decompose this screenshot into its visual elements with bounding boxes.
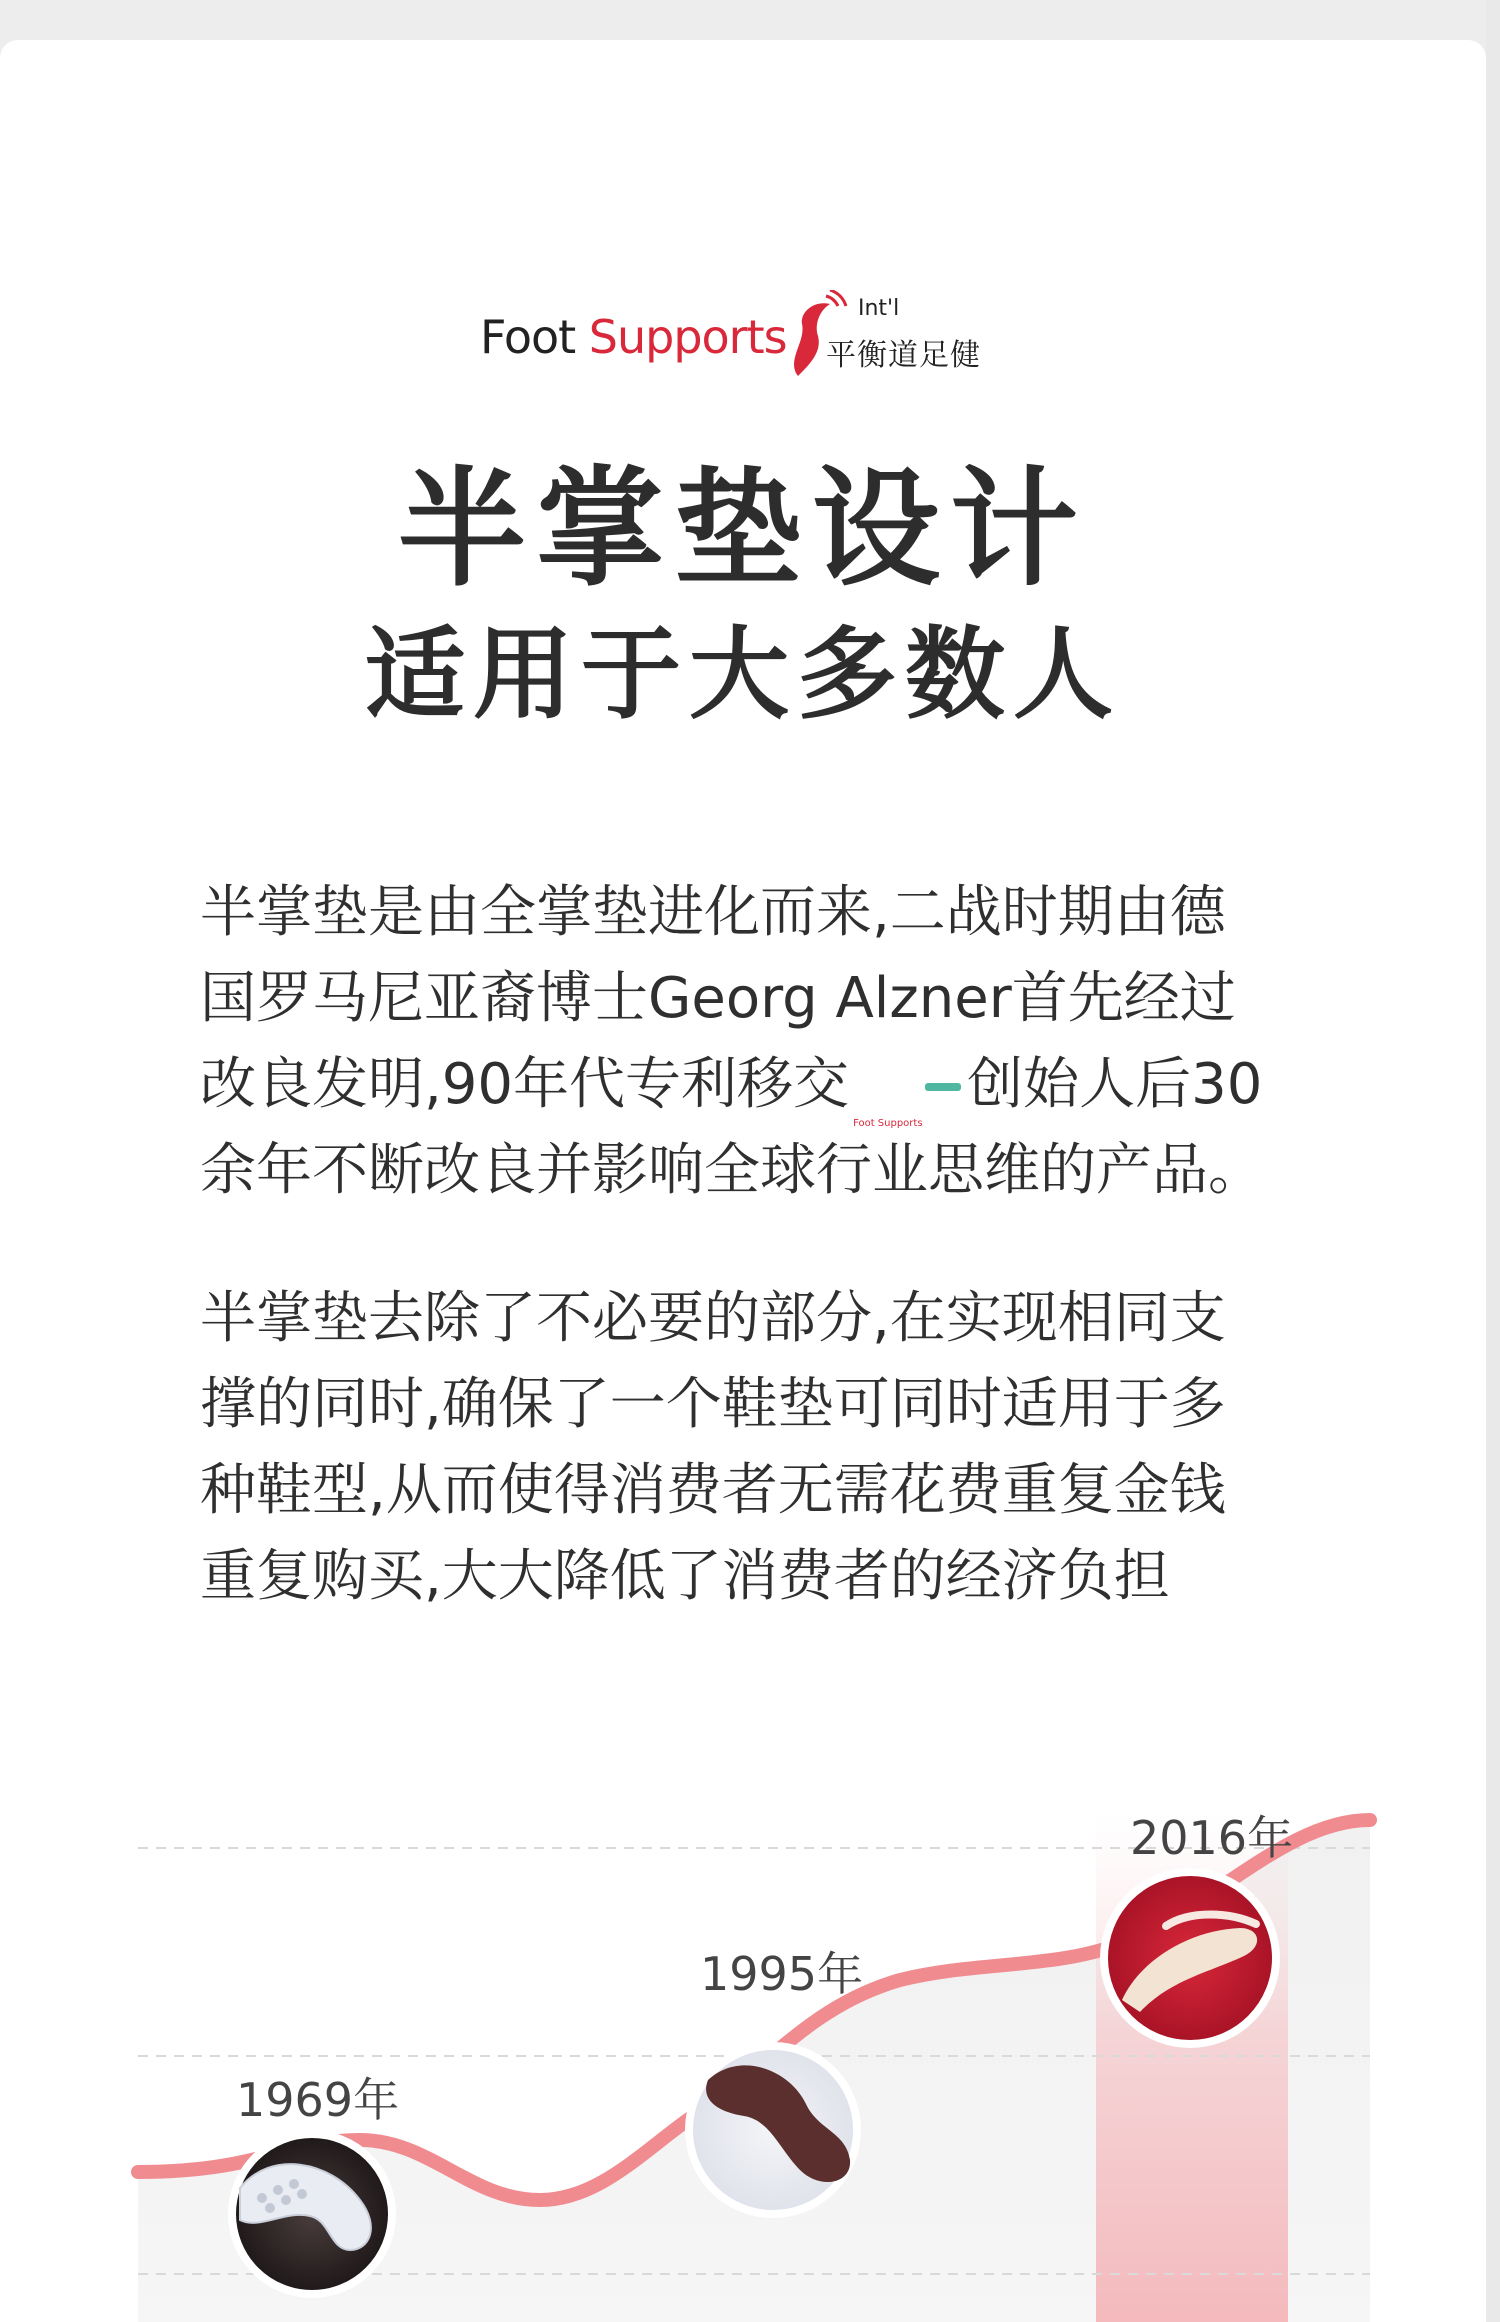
- inline-brand-mark-icon: [925, 1083, 961, 1091]
- paragraph-line: 国罗马尼亚裔博士Georg Alzner首先经过: [200, 966, 1236, 1031]
- paragraph-text: 改良发明,90年代专利移交: [200, 1052, 850, 1117]
- headline-subtitle: 适用于大多数人: [365, 616, 1121, 733]
- benefit-paragraph: [200, 1276, 1290, 1620]
- paragraph-line: 半掌垫去除了不必要的部分,在实现相同支: [200, 1286, 1226, 1351]
- inline-brand-logo: [853, 1077, 963, 1129]
- year-label-1969: 1969年: [236, 2073, 400, 2127]
- paragraph-line: 余年不断改良并影响全球行业思维的产品。: [200, 1138, 1264, 1203]
- right-gutter: [1486, 0, 1500, 2322]
- paragraph-line: [200, 1042, 1290, 1128]
- clear-gel-insole-icon: [232, 2134, 392, 2294]
- brand-logo: [480, 280, 1020, 400]
- inline-brand-text: Foot Supports: [853, 1117, 923, 1129]
- brand-intl: Int'l: [858, 296, 900, 321]
- page-card: [0, 40, 1486, 2322]
- paragraph-line: 重复购买,大大降低了消费者的经济负担: [200, 1544, 1170, 1609]
- paragraph-line: 种鞋型,从而使得消费者无需花费重复金钱: [200, 1458, 1226, 1523]
- year-label-2016: 2016年: [1130, 1811, 1294, 1865]
- brand-word-supports: Supports: [588, 310, 787, 364]
- paragraph-text: 创始人后30: [967, 1052, 1263, 1117]
- history-paragraph: [200, 870, 1290, 1214]
- headline-title: 半掌垫设计: [397, 455, 1088, 604]
- paragraph-line: 半掌垫是由全掌垫进化而来,二战时期由德: [200, 880, 1226, 945]
- brand-chinese-name: 平衡道足健: [826, 338, 981, 373]
- brown-insole-icon: [689, 2046, 857, 2214]
- year-label-1995: 1995年: [700, 1947, 864, 2001]
- paragraph-line: 撑的同时,确保了一个鞋垫可同时适用于多: [200, 1372, 1226, 1437]
- product-timeline: [0, 1780, 1486, 2322]
- brand-word-foot: Foot: [480, 310, 576, 364]
- brand-wordmark: [480, 310, 787, 364]
- red-insole-icon: [1104, 1872, 1276, 2044]
